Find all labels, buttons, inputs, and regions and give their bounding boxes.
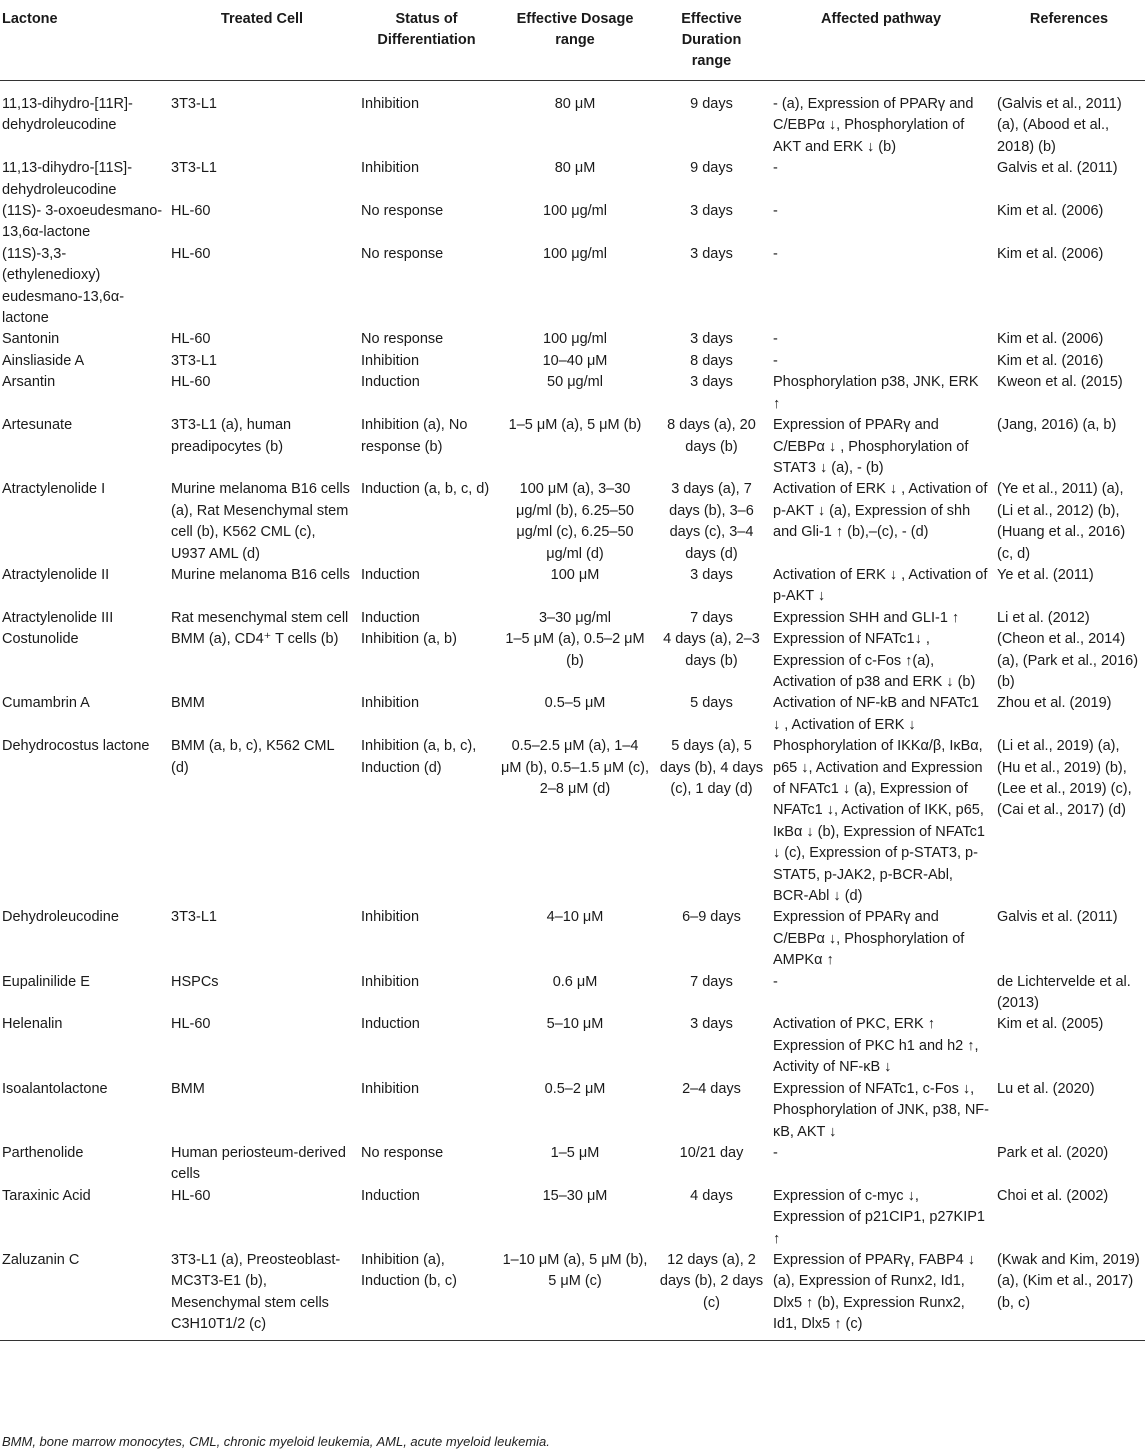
status-cell: No response xyxy=(361,203,444,220)
references-cell: Galvis et al. (2011) xyxy=(997,160,1118,177)
references-cell: Kim et al. (2006) xyxy=(997,203,1104,220)
duration-cell: 3 days (a), 7 days (b), 3–6 days (c), 3–4 days (d) xyxy=(669,481,754,562)
table-row xyxy=(0,1143,1145,1186)
lactone-cell: Santonin xyxy=(2,331,60,348)
references-cell: de Lichtervelde et al. (2013) xyxy=(997,973,1131,1012)
header-treated-cell: Treated Cell xyxy=(220,11,304,27)
pathway-cell: Expression of PPARγ, FABP4 ↓ (a), Expression of Runx2, Id1, Dlx5 ↑ (b), Expression Runx2, Id1, Dlx5 ↑ (c) xyxy=(773,1251,976,1333)
status-cell: Inhibition (a), No response (b) xyxy=(361,417,468,455)
treated-cell-cell: Murine melanoma B16 cells xyxy=(171,566,350,583)
status-cell: Induction xyxy=(361,566,420,583)
dosage-cell: 50 μg/ml xyxy=(547,374,603,391)
lactone-cell: Ainsliaside A xyxy=(2,352,85,369)
treated-cell-cell: BMM (a), CD4⁺ T cells (b) xyxy=(171,631,339,648)
lactone-cell: Eupalinilide E xyxy=(2,973,90,990)
dosage-cell: 0.5–5 μM xyxy=(544,695,606,712)
pathway-cell: Activation of ERK ↓ , Activation of p-AKT ↓ (a), Expression of shh and Gli-1 ↑ (b),–(c), - (d) xyxy=(773,481,988,541)
pathway-cell: Phosphorylation p38, JNK, ERK ↑ xyxy=(773,374,979,412)
duration-cell: 3 days xyxy=(690,374,733,391)
treated-cell-cell: HL-60 xyxy=(171,203,211,220)
treated-cell-cell: BMM (a, b, c), K562 CML (d) xyxy=(171,738,335,776)
treated-cell-cell: HL-60 xyxy=(171,245,211,262)
header-references: References xyxy=(1029,11,1109,27)
table-footnote: BMM, bone marrow monocytes, CML, chronic myeloid leukemia, AML, acute myeloid leukemia. xyxy=(2,1434,550,1449)
dosage-cell: 80 μM xyxy=(554,96,596,112)
header-dosage: Effective Dosage range xyxy=(516,11,634,48)
treated-cell-cell: HL-60 xyxy=(171,1016,211,1033)
status-cell: Inhibition xyxy=(361,352,420,369)
references-cell: Zhou et al. (2019) xyxy=(997,695,1112,712)
treated-cell-cell: BMM xyxy=(171,1080,205,1097)
duration-cell: 6–9 days xyxy=(682,909,741,926)
references-cell: Kweon et al. (2015) xyxy=(997,374,1123,391)
status-cell: Inhibition (a, b, c), Induction (d) xyxy=(361,738,477,776)
table-row xyxy=(0,972,1145,1015)
pathway-cell: - xyxy=(773,973,778,990)
dosage-cell: 1–5 μM (a), 0.5–2 μM (b) xyxy=(505,631,645,669)
table-row xyxy=(0,244,1145,330)
dosage-cell: 1–5 μM xyxy=(550,1144,600,1161)
dosage-cell: 15–30 μM xyxy=(542,1187,608,1204)
duration-cell: 9 days xyxy=(690,160,733,177)
dosage-cell: 100 μg/ml xyxy=(543,245,607,262)
duration-cell: 3 days xyxy=(690,331,733,348)
dosage-cell: 100 μg/ml xyxy=(543,331,607,348)
status-cell: Induction xyxy=(361,609,420,626)
references-cell: Park et al. (2020) xyxy=(997,1144,1109,1161)
pathway-cell: - xyxy=(773,1144,778,1161)
references-cell: Kim et al. (2005) xyxy=(997,1016,1104,1033)
dosage-cell: 0.6 μM xyxy=(552,973,598,990)
lactone-cell: Dehydroleucodine xyxy=(2,909,119,926)
table-row xyxy=(0,693,1145,736)
duration-cell: 5 days xyxy=(690,695,733,712)
pathway-cell: Activation of PKC, ERK ↑ Expression of PKC h1 and h2 ↑, Activity of NF-κB ↓ xyxy=(773,1016,979,1076)
duration-cell: 3 days xyxy=(690,245,733,262)
status-cell: Inhibition (a), Induction (b, c) xyxy=(361,1251,457,1290)
dosage-cell: 100 μM xyxy=(550,566,600,583)
duration-cell: 9 days xyxy=(690,96,733,112)
treated-cell-cell: HL-60 xyxy=(171,331,211,348)
table-row xyxy=(0,907,1145,971)
treated-cell-cell: HL-60 xyxy=(171,374,211,391)
header-pathway: Affected pathway xyxy=(820,11,942,27)
dosage-cell: 3–30 μg/ml xyxy=(538,609,612,626)
pathway-cell: Expression of NFATc1↓ , Expression of c-Fos ↑(a), Activation of p38 and ERK ↓ (b) xyxy=(773,631,976,690)
dosage-cell: 100 μM (a), 3–30 μg/ml (b), 6.25–50 μg/ml (c), 6.25–50 μg/ml (d) xyxy=(516,481,634,562)
treated-cell-cell: HSPCs xyxy=(171,973,219,990)
pathway-cell: Expression SHH and GLI-1 ↑ xyxy=(773,609,960,626)
status-cell: No response xyxy=(361,1144,444,1161)
pathway-cell: Expression of PPARγ and C/EBPα ↓, Phosphorylation of AMPKα ↑ xyxy=(773,909,965,969)
dosage-cell: 4–10 μM xyxy=(546,909,604,926)
table-row xyxy=(0,1186,1145,1250)
table-row xyxy=(0,372,1145,415)
treated-cell-cell: Human periosteum-derived cells xyxy=(171,1144,346,1183)
treated-cell-cell: 3T3-L1 xyxy=(171,909,217,926)
table-row xyxy=(0,565,1145,608)
references-cell: Ye et al. (2011) xyxy=(997,566,1094,583)
duration-cell: 2–4 days xyxy=(682,1080,741,1097)
pathway-cell: - xyxy=(773,331,778,348)
lactone-cell: Atractylenolide III xyxy=(2,609,114,626)
dosage-cell: 1–10 μM (a), 5 μM (b), 5 μM (c) xyxy=(502,1251,648,1290)
pathway-cell: Phosphorylation of IKKα/β, IκBα, p65 ↓, Activation and Expression of NFATc1 ↓ (a), Expression of NFATc1 ↓, Activation of IKK, p65, IκBα ↓ (b), Expression of NFATc1 ↓ (c), Expression of p-STAT3, p-STAT5, p-JAK2, p-BCR-Abl, BCR-Abl ↓ (d) xyxy=(773,738,985,905)
treated-cell-cell: HL-60 xyxy=(171,1187,211,1204)
lactone-cell: Cumambrin A xyxy=(2,695,90,712)
dosage-cell: 80 μM xyxy=(554,160,596,177)
lactone-cell: Taraxinic Acid xyxy=(2,1187,91,1204)
status-cell: No response xyxy=(361,245,444,262)
table-row xyxy=(0,329,1145,350)
status-cell: Induction xyxy=(361,1016,420,1033)
lactone-cell: Arsantin xyxy=(2,374,56,391)
table-row xyxy=(0,158,1145,201)
duration-cell: 4 days (a), 2–3 days (b) xyxy=(663,631,760,669)
treated-cell-cell: 3T3-L1 xyxy=(171,352,217,369)
lactone-cell: 11,13-dihydro-[11R]-dehydroleucodine xyxy=(2,96,133,134)
references-cell: Kim et al. (2006) xyxy=(997,245,1104,262)
status-cell: Induction xyxy=(361,1187,420,1204)
references-cell: (Kwak and Kim, 2019) (a), (Kim et al., 2017) (b, c) xyxy=(997,1251,1140,1311)
table-row xyxy=(0,81,1145,159)
table-row xyxy=(0,1250,1145,1340)
treated-cell-cell: 3T3-L1 (a), Preosteoblast-MC3T3-E1 (b), Mesenchymal stem cells C3H10T1/2 (c) xyxy=(171,1251,341,1333)
treated-cell-cell: 3T3-L1 xyxy=(171,96,217,112)
header-lactone: Lactone xyxy=(2,11,58,27)
lactone-cell: Zaluzanin C xyxy=(2,1251,80,1268)
dosage-cell: 100 μg/ml xyxy=(543,203,607,220)
treated-cell-cell: 3T3-L1 (a), human preadipocytes (b) xyxy=(171,417,292,455)
pathway-cell: Activation of ERK ↓ , Activation of p-AKT ↓ xyxy=(773,566,988,605)
duration-cell: 5 days (a), 5 days (b), 4 days (c), 1 day (d) xyxy=(659,738,764,797)
references-cell: (Jang, 2016) (a, b) xyxy=(997,417,1117,434)
table-row xyxy=(0,201,1145,244)
references-cell: Kim et al. (2006) xyxy=(997,331,1104,348)
references-cell: (Ye et al., 2011) (a), (Li et al., 2012) (b), (Huang et al., 2016) (c, d) xyxy=(997,481,1126,562)
treated-cell-cell: Rat mesenchymal stem cell xyxy=(171,609,349,626)
status-cell: Induction xyxy=(361,374,420,391)
duration-cell: 3 days xyxy=(690,1016,733,1033)
dosage-cell: 0.5–2 μM xyxy=(544,1080,606,1097)
references-cell: (Galvis et al., 2011) (a), (Abood et al., 2018) (b) xyxy=(997,96,1122,155)
duration-cell: 10/21 day xyxy=(679,1144,744,1161)
pathway-cell: - (a), Expression of PPARγ and C/EBPα ↓, Phosphorylation of AKT and ERK ↓ (b) xyxy=(773,96,974,155)
dosage-cell: 0.5–2.5 μM (a), 1–4 μM (b), 0.5–1.5 μM (c), 2–8 μM (d) xyxy=(500,738,650,797)
table-row xyxy=(0,351,1145,372)
references-cell: Li et al. (2012) xyxy=(997,609,1090,626)
treated-cell-cell: 3T3-L1 xyxy=(171,160,217,177)
status-cell: Induction (a, b, c, d) xyxy=(361,481,490,498)
pathway-cell: Expression of NFATc1, c-Fos ↓, Phosphorylation of JNK, p38, NF-κB, AKT ↓ xyxy=(773,1080,989,1140)
header-duration: Effective Duration range xyxy=(681,11,742,69)
table-row xyxy=(0,608,1145,629)
status-cell: Inhibition xyxy=(361,1080,420,1097)
lactone-cell: (11S)-3,3-(ethylenedioxy) eudesmano-13,6α-lactone xyxy=(2,245,125,327)
status-cell: Inhibition xyxy=(361,973,420,990)
references-cell: Choi et al. (2002) xyxy=(997,1187,1109,1204)
table-row xyxy=(0,736,1145,907)
pathway-cell: - xyxy=(773,245,778,262)
header-status: Status of Differentiation xyxy=(377,11,476,48)
lactone-cell: Helenalin xyxy=(2,1016,63,1033)
duration-cell: 3 days xyxy=(690,203,733,220)
pathway-cell: Expression of PPARγ and C/EBPα ↓ , Phosphorylation of STAT3 ↓ (a), - (b) xyxy=(773,417,969,476)
duration-cell: 3 days xyxy=(690,566,733,583)
table-row xyxy=(0,479,1145,565)
table-row xyxy=(0,1079,1145,1143)
references-cell: Lu et al. (2020) xyxy=(997,1080,1095,1097)
table-row xyxy=(0,629,1145,693)
duration-cell: 12 days (a), 2 days (b), 2 days (c) xyxy=(659,1251,764,1311)
lactone-cell: Parthenolide xyxy=(2,1144,84,1161)
status-cell: Inhibition xyxy=(361,96,420,112)
status-cell: Inhibition xyxy=(361,909,420,926)
duration-cell: 8 days (a), 20 days (b) xyxy=(667,417,756,455)
pathway-cell: Activation of NF-kB and NFATc1 ↓ , Activation of ERK ↓ xyxy=(773,695,980,733)
lactone-cell: Isoalantolactone xyxy=(2,1080,108,1097)
dosage-cell: 1–5 μM (a), 5 μM (b) xyxy=(508,417,642,434)
treated-cell-cell: BMM xyxy=(171,695,205,712)
table-row xyxy=(0,415,1145,479)
references-cell: Kim et al. (2016) xyxy=(997,352,1104,369)
status-cell: Inhibition xyxy=(361,695,420,712)
lactone-cell: (11S)- 3-oxoeudesmano-13,6α-lactone xyxy=(2,203,163,241)
treated-cell-cell: Murine melanoma B16 cells (a), Rat Mesenchymal stem cell (b), K562 CML (c), U937 AML (d) xyxy=(171,481,350,562)
duration-cell: 7 days xyxy=(690,609,733,626)
status-cell: No response xyxy=(361,331,444,348)
pathway-cell: - xyxy=(773,352,778,369)
lactone-cell: Atractylenolide I xyxy=(2,481,106,498)
table-header-row xyxy=(0,0,1145,81)
duration-cell: 7 days xyxy=(690,973,733,990)
lactone-cell: Dehydrocostus lactone xyxy=(2,738,150,755)
duration-cell: 8 days xyxy=(690,352,733,369)
pathway-cell: - xyxy=(773,160,778,177)
status-cell: Inhibition (a, b) xyxy=(361,631,457,648)
pathway-cell: - xyxy=(773,203,778,220)
references-cell: (Li et al., 2019) (a), (Hu et al., 2019) (b), (Lee et al., 2019) (c), (Cai et al., 2017) (d) xyxy=(997,738,1132,819)
pathway-cell: Expression of c-myc ↓, Expression of p21CIP1, p27KIP1 ↑ xyxy=(773,1187,985,1247)
status-cell: Inhibition xyxy=(361,160,420,177)
dosage-cell: 5–10 μM xyxy=(546,1016,604,1033)
references-cell: (Cheon et al., 2014) (a), (Park et al., 2016)(b) xyxy=(997,631,1139,690)
table-row xyxy=(0,1014,1145,1078)
lactone-cell: Costunolide xyxy=(2,631,79,648)
lactone-cell: 11,13-dihydro-[11S]-dehydroleucodine xyxy=(2,160,133,198)
lactone-cell: Atractylenolide II xyxy=(2,566,110,583)
dosage-cell: 10–40 μM xyxy=(542,352,608,369)
duration-cell: 4 days xyxy=(690,1187,733,1204)
lactone-cell: Artesunate xyxy=(2,417,73,434)
references-cell: Galvis et al. (2011) xyxy=(997,909,1118,926)
